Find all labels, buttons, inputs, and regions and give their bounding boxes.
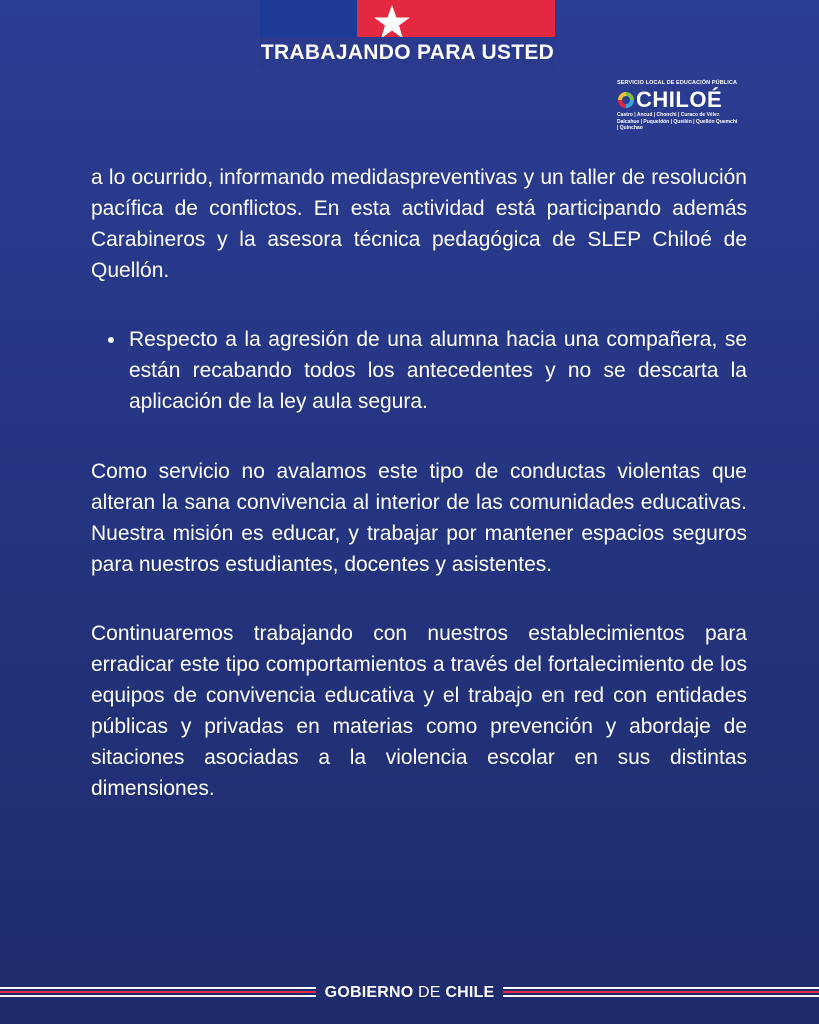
bullet-icon: [91, 324, 129, 417]
banner-title: TRABAJANDO PARA USTED: [260, 37, 555, 69]
chile-flag: [260, 0, 555, 37]
list-item: [91, 324, 747, 417]
paragraph-3: Continuaremos trabajando con nuestros establecimientos para erradicar este tipo comportamientos a través del fortalecimiento de los equipos de convivencia educativa y el trabajo en red con entidades públicas y privadas en materias como prevención y abordaje de sitaciones asociadas a la violencia escolar en sus distintas dimensiones.: [91, 622, 747, 800]
logo-top-line: SERVICIO LOCAL DE EDUCACIÓN PÚBLICA: [617, 80, 738, 86]
footer-de: DE: [413, 984, 446, 1001]
gobierno-de-chile-logo: [316, 981, 503, 1005]
footer: [0, 981, 819, 1005]
logo-communes: Castro | Ancud | Chonchi | Curaco de Vélez Dalcahue | Puqueldón | Queilén | Quellón Quemchi | Quinchao: [617, 112, 738, 131]
logo-mark-icon: [617, 91, 635, 109]
flag-blue-field: [260, 0, 357, 37]
logo-name: CHILOÉ: [636, 87, 723, 112]
footer-chile: CHILE: [445, 984, 495, 1001]
bullet-text: Respecto a la agresión de una alumna hacia una compañera, se están recabando todos los antecedentes y no se descarta la aplicación de la ley aula segura.: [129, 328, 747, 413]
statement-body: [91, 162, 747, 804]
bullet-list: [91, 324, 747, 417]
slep-chiloe-logo: [617, 80, 742, 140]
paragraph-2: Como servicio no avalamos este tipo de conductas violentas que alteran la sana convivencia al interior de las comunidades educativas. Nuestra misión es educar, y trabajar por mantener espacios seguros para nuestros estudiantes, docentes y asistentes.: [91, 460, 747, 576]
paragraph-1: a lo ocurrido, informando medidaspreventivas y un taller de resolución pacífica de conflictos. En esta actividad está participando además Carabineros y la asesora técnica pedagógica de SLEP Chiloé de Quellón.: [91, 166, 747, 282]
footer-gobierno: GOBIERNO: [324, 984, 414, 1001]
